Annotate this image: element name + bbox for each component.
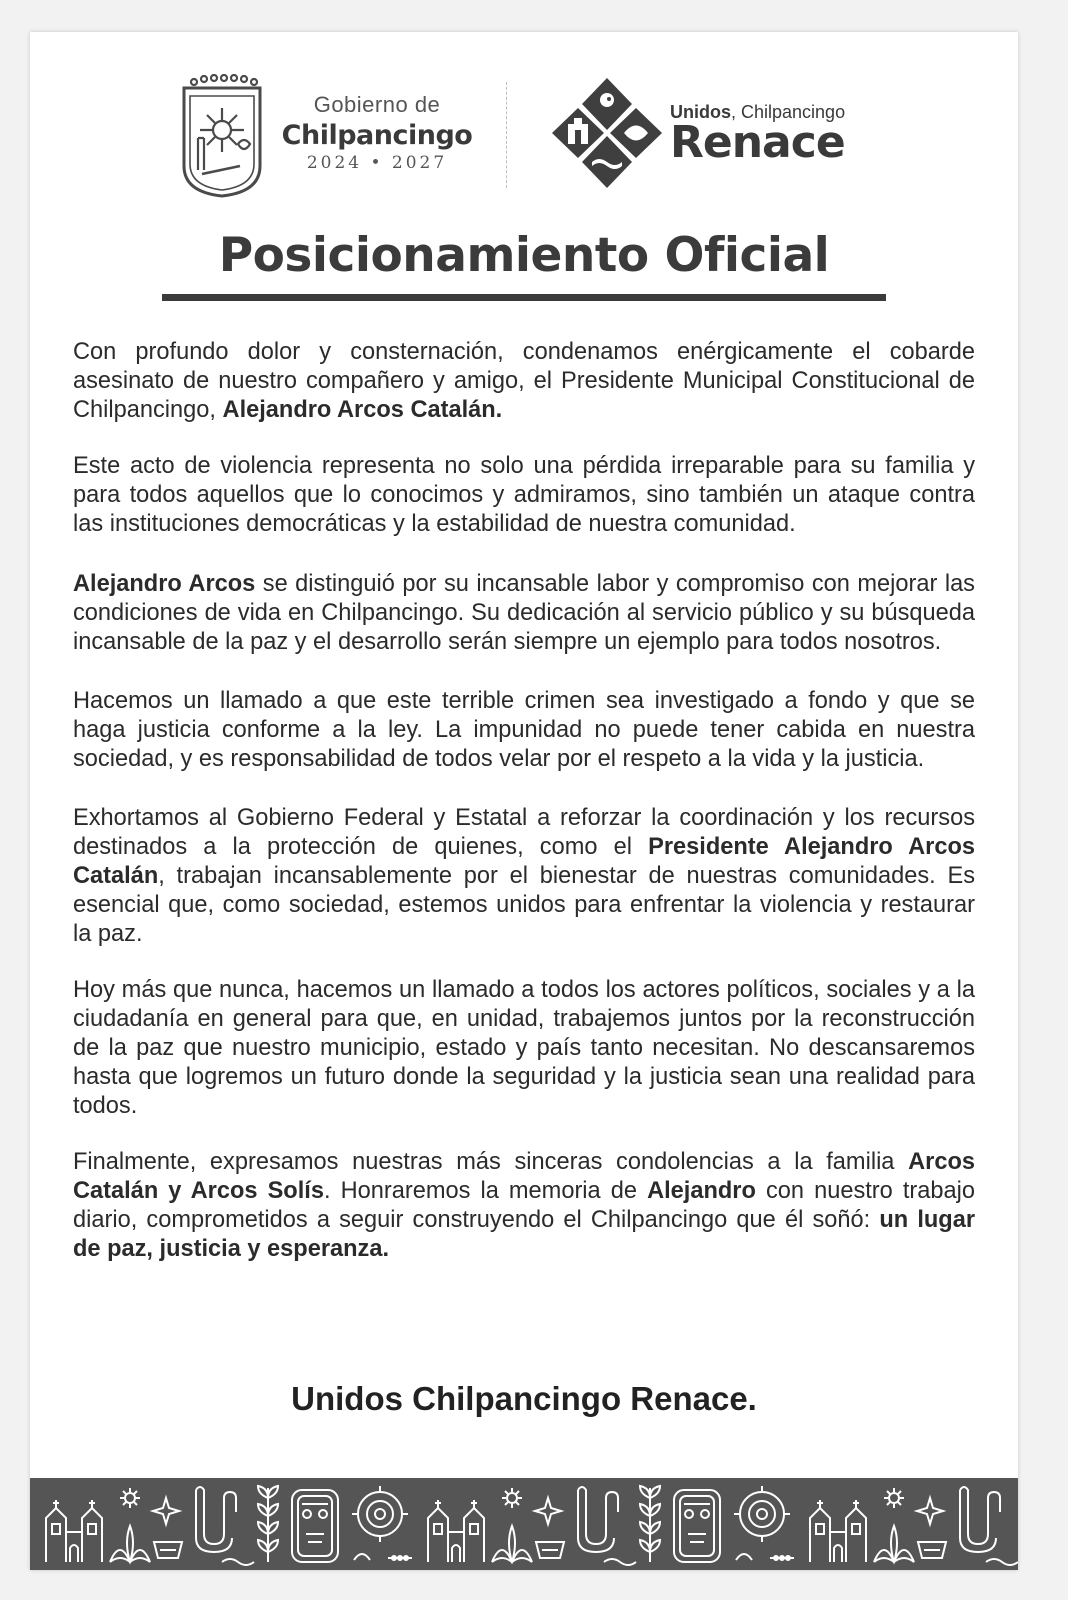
renace-emblem-icon (548, 74, 666, 192)
gobierno-period: 2024 • 2027 (306, 153, 448, 173)
page-title: Posicionamiento Oficial (218, 228, 830, 283)
paragraph-3: Alejandro Arcos se distinguió por su incansable labor y compromiso con mejorar las condiciones de vida en Chilpancingo. Su dedicación al servicio público y su búsqueda incansable de la paz y el desarrollo serán siempre un ejemplo para todos nosotros. (73, 571, 975, 655)
renace-wordmark: Renace (670, 117, 845, 168)
header-logos (30, 72, 1018, 202)
renace-text (670, 102, 846, 168)
footer-pattern-band (30, 1478, 1018, 1570)
paragraph-2: Este acto de violencia representa no solo una pérdida irreparable para su familia y para todos aquellos que lo conocimos y admiramos, sino también un ataque contra las instituciones democráticas y la estabilidad de nuestra comunidad. (73, 453, 975, 537)
paragraph-5: Exhortamos al Gobierno Federal y Estatal a reforzar la coordinación y los recursos destinados a la protección de quienes, como el Presidente Alejandro Arcos Catalán, trabajan incansablemente por el bienestar de nuestras comunidades. Es esencial que, como sociedad, estemos unidos para enfrentar la violencia y restaurar la paz. (73, 805, 975, 947)
renace-logo (548, 74, 868, 194)
gobierno-text (272, 92, 482, 173)
municipal-shield-icon (180, 74, 264, 198)
statement-body (73, 338, 975, 1264)
gobierno-line1: Gobierno de (313, 92, 441, 117)
logo-divider (506, 82, 507, 188)
title-underline (162, 294, 886, 301)
gobierno-line2: Chilpancingo (281, 120, 473, 151)
paragraph-7: Finalmente, expresamos nuestras más sinceras condolencias a la familia Arcos Catalán y Arcos Solís. Honraremos la memoria de Alejandro con nuestro trabajo diario, comprometidos a seguir construyendo el Chilpancingo que él soñó: un lugar de paz, justicia y esperanza. (73, 1149, 976, 1262)
paragraph-1: Con profundo dolor y consternación, condenamos enérgicamente el cobarde asesinato de nuestro compañero y amigo, el Presidente Municipal Constitucional de Chilpancingo, Alejandro Arcos Catalán. (73, 339, 975, 423)
document-page (30, 32, 1018, 1570)
closing-slogan: Unidos Chilpancingo Renace. (291, 1380, 757, 1417)
renace-subtitle: Unidos, Chilpancingo (670, 102, 846, 122)
gobierno-logo (180, 74, 480, 200)
footer-pattern (30, 1478, 1018, 1570)
paragraph-6: Hoy más que nunca, hacemos un llamado a todos los actores políticos, sociales y a la ciudadanía en general para que, en unidad, trabajemos juntos por la reconstrucción de la paz que nuestro municipio, estado y país tanto necesitan. No descansaremos hasta que logremos un futuro donde la seguridad y la justicia sean una realidad para todos. (73, 977, 975, 1119)
paragraph-4: Hacemos un llamado a que este terrible crimen sea investigado a fondo y que se haga justicia conforme a la ley. La impunidad no puede tener cabida en nuestra sociedad, y es responsabilidad de todos velar por el respeto a la vida y la justicia. (73, 688, 975, 772)
